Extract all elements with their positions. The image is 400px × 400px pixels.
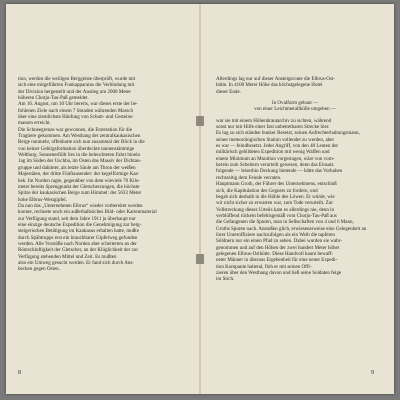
staple-top <box>196 116 204 126</box>
right-paragraph: war sie mit einem Höhenbrautarchiv zu sichten, während sonst nur mit Hilfe einer fast unbetretbaren Strecke hier. <box>216 117 332 131</box>
staple-bottom <box>196 254 204 264</box>
left-paragraph: Da nun das „Unternehmen Elbrus“ wieder vorbereitet werden konnte, rechnete noch ein außerhalbsiches Bild- oder Kartenmaterial zur Verfügung stand, seit dem Jahre 1911 ja überhaupt nur eine einzige deutsche Expedition die Genehmigung zur berg- steigerischen Betätigung im Kaukasus erhalten hatte, mußte durch Spähtrupps erst ein brauchbarer Gipfelweg gefunden werden. Alle Vorstöße nach Norden aber scheiterten an der Röntschluftigkeit der Gletscher, an der Klüglichkeit der zur Verfügung stehenden Mittel und Zeit. Es mußten also ein Umweg gesucht werden. Er fand sich durch Ans- becken gegen Osten. <box>18 202 157 273</box>
right-paragraph: Hauptmann Groth, der Führer des Unternehmens, entschloß sich, die Kapitulation des Gegners zu fordern, und begab sich deshalb in die Höhle des Löwen. Er würde, wie wir nicht sicher zu erwarten war, zum Tode verurteilt. Zur Vollstreckung dieses Urteils kam es allerdings nie, denn in verblüffend rückem befehlsgemäß vom Chotju-Tau-Paß aus die Gefangenen die Spuren, man in Selbschaften von 4 und 6 Mann, Groths Spuren nach. Anstoßen glich, erwiesenerweise eine Gelegenheit an ihrer Unteroffiziere nachzufolgen als ein Weib die tapferen Söldnern nur ein einen Pfad zu sehen. Dabei wurden sie wahr- genommen und auf den Höhen der zwei hundert Meter höher gelegenen Elbrus-Osthütte. Diese Handvoll kaum bewaff- neter Männer in überaus Ergebenheit für eine neuer Expedi- tion Kompanie haltend, floh er mit seinen Offi- zieren über den Westhang davon und ließ seine Soldaten feige im Stich. <box>216 181 367 283</box>
right-inset-line: In Ovalform gebaut — <box>271 100 319 107</box>
right-paragraph: Es lag zu sich ständen bunker Besetzt, seinen Aufrechterhaltungsmann, seiner meteorologischen Station vollendet zu werden, aber es war — feindbesetzt. Jeder Angriff, von den 40 Leuten der militärisch gebildeten Expedition mit wenig Waffen und einem Minimum an Munition vorgetragen, wäre von vorn- herein zum Scheitern verurteilt gewesen, denn das Einsatz folgende — leiserhin Deckung bietende — hätte das Vorhaben rechtzeitig dem Feinde verraten. <box>216 130 360 181</box>
right-page-text <box>216 76 374 283</box>
left-paragraph: tion, werden die weiligen Berggeiste überprüft, wurde mit sich eine mitgeführten Funkapparatus die Verbindung mit der Division hergestellt und der Anstieg um 2000 Meter höheren Chotju-Tau-Paß gemeldet. <box>18 76 136 102</box>
right-inset-line: von einer Leichtmetallhülle umgeben — <box>254 106 336 113</box>
page-number-right: 9 <box>371 370 374 376</box>
page-number-left: 8 <box>18 370 21 376</box>
book-gutter <box>199 4 201 394</box>
book-spread <box>6 4 394 394</box>
right-paragraph: Allerdings lag nur auf dieser Ansteigsroute die Elbrus-Ost- hütte. In 4100 Meter Höhe das höchstgelegene Hotel dieser Ende. <box>216 76 335 95</box>
left-paragraph: Die Schneegrenze war gewonnen, die Ersteration für die Tragtiere gekommen. Am Westhang der zentralkaukasischen Berge nunmehr, offenbarte sich nun zusammal der Blick in die von keiner Gebirgsformation überdeckte tannenstämmige Weltburg. Sonnenerfüllt lies in die beleuchteten Fahrt hinein 1ag im Süden der Uschba, im Osten das Massiv der Dichtau- gruppe und dahinter, als letzte Säule am Thron der weißen Majestäten, der dritte Fünftausender: der kegelförmige Kas- bek. Im Norden ragte, gegenüber von dem wieviele 70 Kilo- meter bereits Sprengpunkt der Gletscherzungen, die höchste Spitze der kaukasischen Berge zum Himmel: der 5633 Meter hohe Elbrus-Westgipfel. <box>18 126 145 203</box>
left-paragraph: Am 16. August, um 10 Uhr bereits, war dieses erste der be- fohlenen Ziele nach einem 7 Stunden währenden Marsch über eine ziemlichste Häufung von Schutt- und Gesteins- massen erreicht. <box>18 101 138 127</box>
left-page-text <box>18 76 176 273</box>
